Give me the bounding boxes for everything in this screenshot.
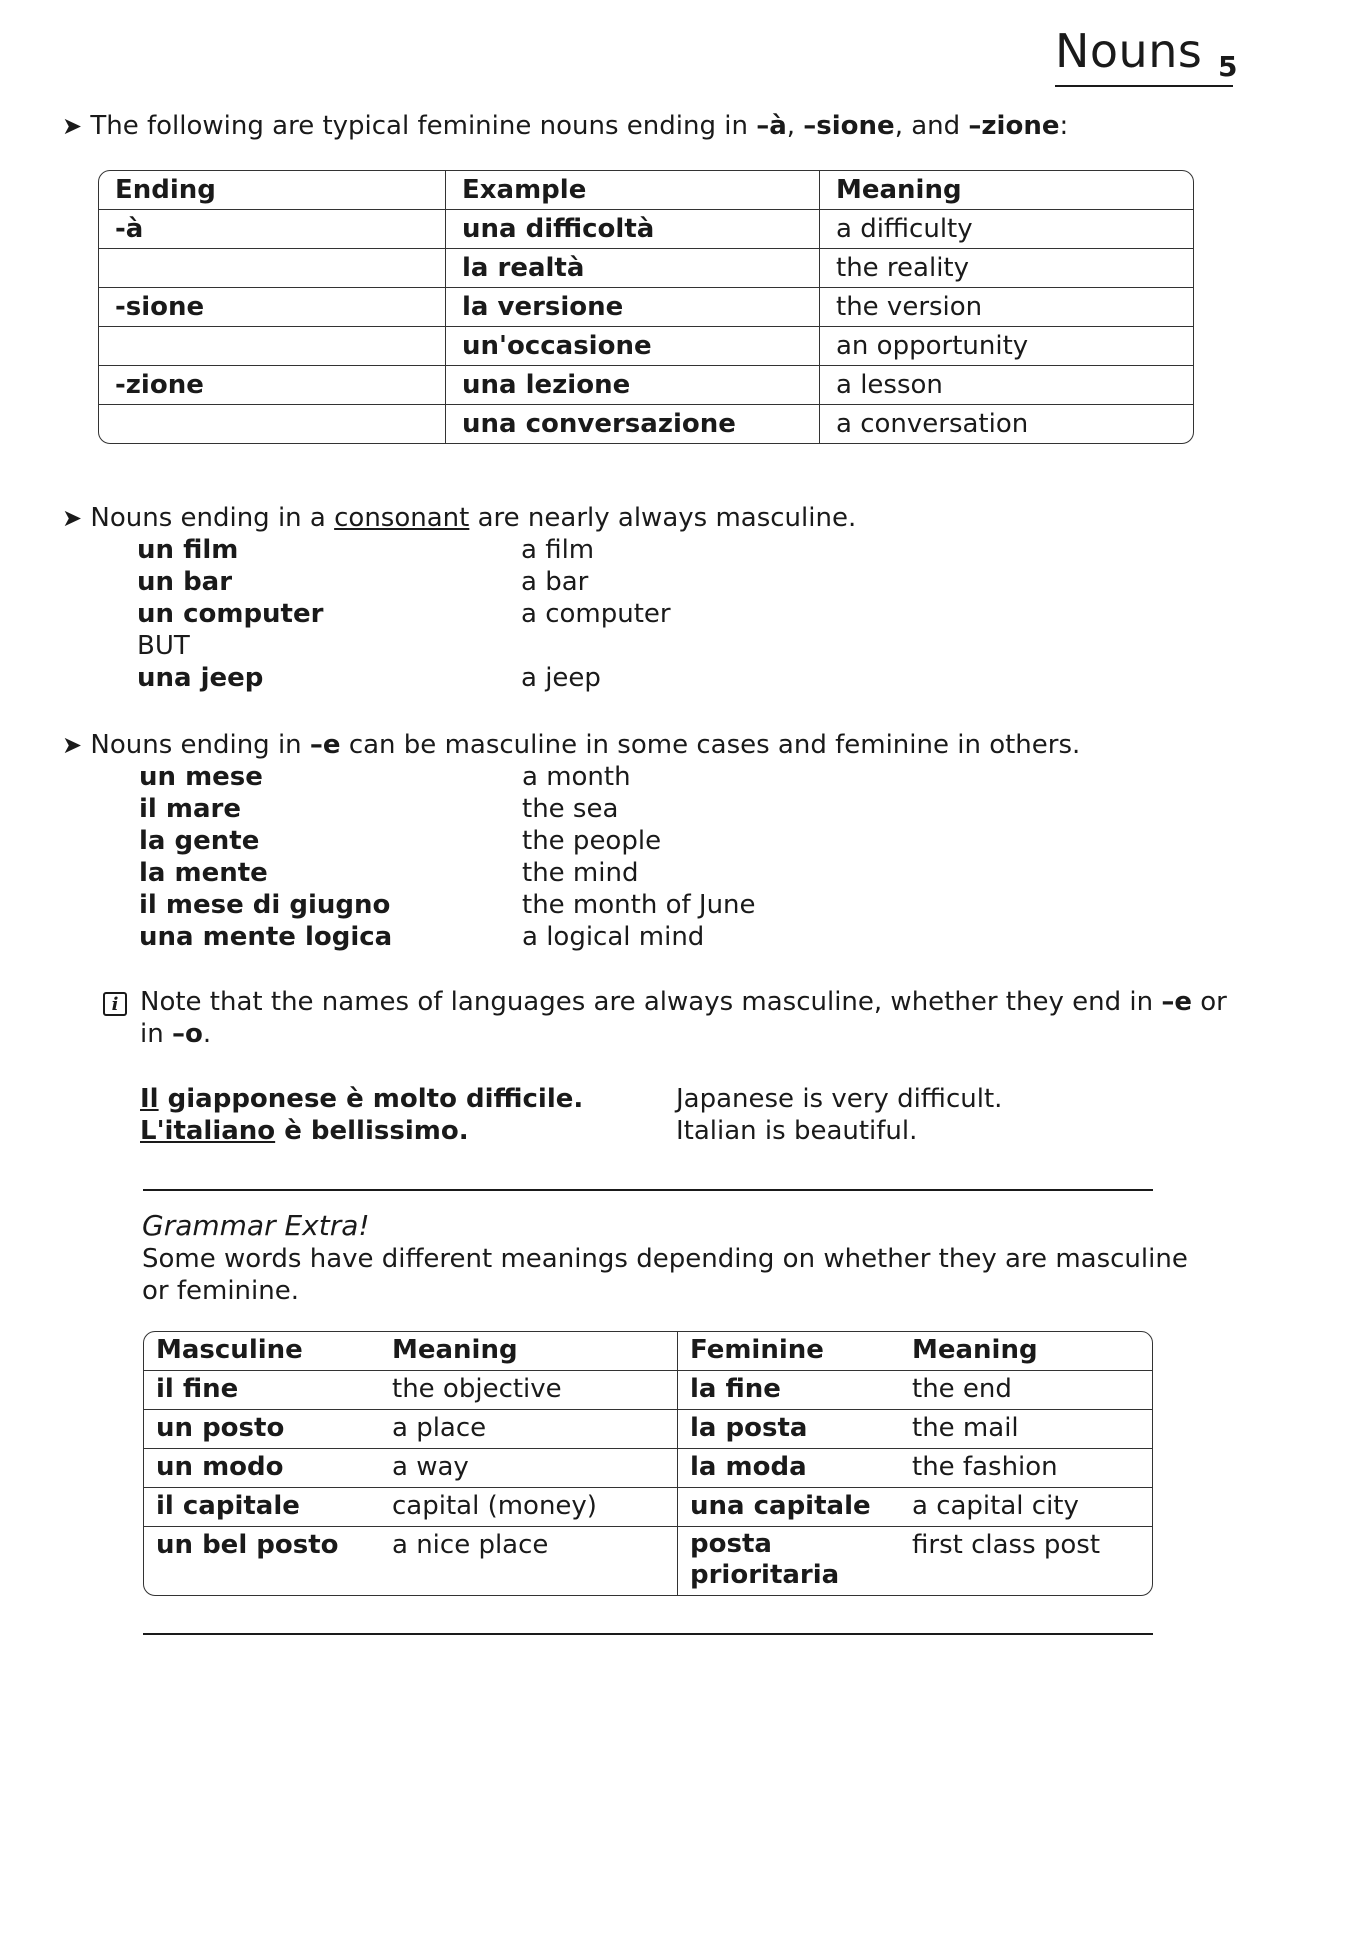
table-cell: -à xyxy=(99,210,446,249)
table-cell: una conversazione xyxy=(446,405,820,443)
masculine-feminine-table xyxy=(143,1331,1153,1596)
list-item: un computer a computer xyxy=(137,599,671,629)
table-cell: a way xyxy=(380,1449,678,1488)
table-cell: first class post xyxy=(912,1530,1101,1560)
table-cell: un modo xyxy=(144,1449,380,1488)
table-cell: una lezione xyxy=(446,366,820,405)
section2-list xyxy=(137,534,671,694)
table-header: Masculine xyxy=(144,1332,380,1371)
table-header: Feminine xyxy=(678,1332,900,1371)
grammar-extra-title: Grammar Extra! xyxy=(142,1209,370,1242)
table-cell: an opportunity xyxy=(820,327,1193,366)
table-cell: la posta xyxy=(678,1410,900,1449)
section3-intro: ➤ Nouns ending in –e can be masculine in some cases and feminine in others. xyxy=(62,730,1081,760)
table-row xyxy=(144,1410,1152,1449)
list-item: un film a film xyxy=(137,535,595,565)
divider xyxy=(143,1633,1153,1635)
table-cell: a capital city xyxy=(900,1488,1152,1527)
header-rule xyxy=(1055,85,1233,87)
arrow-bullet-icon: ➤ xyxy=(62,731,83,759)
list-item: la gente the people xyxy=(139,826,662,856)
section1-intro: ➤ The following are typical feminine nouns ending in –à, –sione, and –zione: xyxy=(62,111,1069,141)
grammar-extra-text: Some words have different meanings depending on whether they are masculine or feminine. xyxy=(142,1244,1188,1306)
table-cell: il fine xyxy=(144,1371,380,1410)
arrow-bullet-icon: ➤ xyxy=(62,504,83,532)
list-item: la mente the mind xyxy=(139,858,639,888)
table-cell: -zione xyxy=(99,366,446,405)
table-cell: a place xyxy=(380,1410,678,1449)
table-cell: una capitale xyxy=(678,1488,900,1527)
table-cell xyxy=(99,327,446,366)
table-cell: la versione xyxy=(446,288,820,327)
table-row xyxy=(99,288,1193,327)
table-header: Meaning xyxy=(820,171,1193,210)
list-item: Il giapponese è molto difficile. Japanese is very difficult. xyxy=(140,1084,1003,1114)
table-cell xyxy=(99,405,446,443)
table-cell: the version xyxy=(820,288,1193,327)
table-cell: the fashion xyxy=(900,1449,1152,1488)
note-examples xyxy=(140,1083,1002,1147)
list-item: un bar a bar xyxy=(137,567,589,597)
table-cell: a nice place xyxy=(380,1527,678,1595)
list-item: L'italiano è bellissimo. Italian is beautiful. xyxy=(140,1116,918,1146)
table-cell: la fine xyxy=(678,1371,900,1410)
table-cell: -sione xyxy=(99,288,446,327)
table-header: Ending xyxy=(99,171,446,210)
table-row xyxy=(144,1488,1152,1527)
table-cell: un posto xyxy=(144,1410,380,1449)
list-item: il mese di giugno the month of June xyxy=(139,890,756,920)
table-header: Meaning xyxy=(380,1332,678,1371)
table-cell: the reality xyxy=(820,249,1193,288)
table-cell: un bel posto xyxy=(156,1530,339,1560)
table-row xyxy=(99,327,1193,366)
table-header-row xyxy=(144,1332,1152,1371)
table-row xyxy=(144,1371,1152,1410)
list-item: il mare the sea xyxy=(139,794,619,824)
table-cell: the end xyxy=(900,1371,1152,1410)
divider xyxy=(143,1189,1153,1191)
arrow-bullet-icon: ➤ xyxy=(62,112,83,140)
table-cell: the mail xyxy=(900,1410,1152,1449)
consonant-link[interactable]: consonant xyxy=(334,503,470,533)
table-row xyxy=(99,366,1193,405)
feminine-endings-table xyxy=(98,170,1194,444)
table-row xyxy=(99,210,1193,249)
table-cell: the objective xyxy=(380,1371,678,1410)
table-row xyxy=(99,249,1193,288)
list-item: una jeep a jeep xyxy=(137,663,601,693)
table-cell: la realtà xyxy=(446,249,820,288)
table-header: Example xyxy=(446,171,820,210)
table-row xyxy=(99,405,1193,443)
info-icon: i xyxy=(103,992,127,1016)
table-cell: a conversation xyxy=(836,409,1029,439)
table-cell: a difficulty xyxy=(820,210,1193,249)
page-title: Nouns xyxy=(1055,24,1203,78)
table-cell xyxy=(99,249,446,288)
table-cell: la moda xyxy=(678,1449,900,1488)
table-cell: a lesson xyxy=(820,366,1193,405)
table-row xyxy=(144,1449,1152,1488)
list-item: un mese a month xyxy=(139,762,631,792)
section2-intro: ➤ Nouns ending in a consonant are nearly always masculine. xyxy=(62,503,857,533)
list-item: una mente logica a logical mind xyxy=(139,922,705,952)
table-cell: una difficoltà xyxy=(446,210,820,249)
note-text: Note that the names of languages are always masculine, whether they end in –e or in –o. xyxy=(140,987,1227,1049)
table-cell: il capitale xyxy=(144,1488,380,1527)
table-cell: capital (money) xyxy=(380,1488,678,1527)
page-number: 5 xyxy=(1218,50,1238,83)
table-cell: un'occasione xyxy=(446,327,820,366)
table-header-row xyxy=(99,171,1193,210)
table-row xyxy=(144,1527,1152,1595)
table-header: Meaning xyxy=(900,1332,1152,1371)
section3-list xyxy=(139,761,756,953)
but-label: BUT xyxy=(137,631,190,661)
table-cell: posta prioritaria xyxy=(690,1529,840,1590)
